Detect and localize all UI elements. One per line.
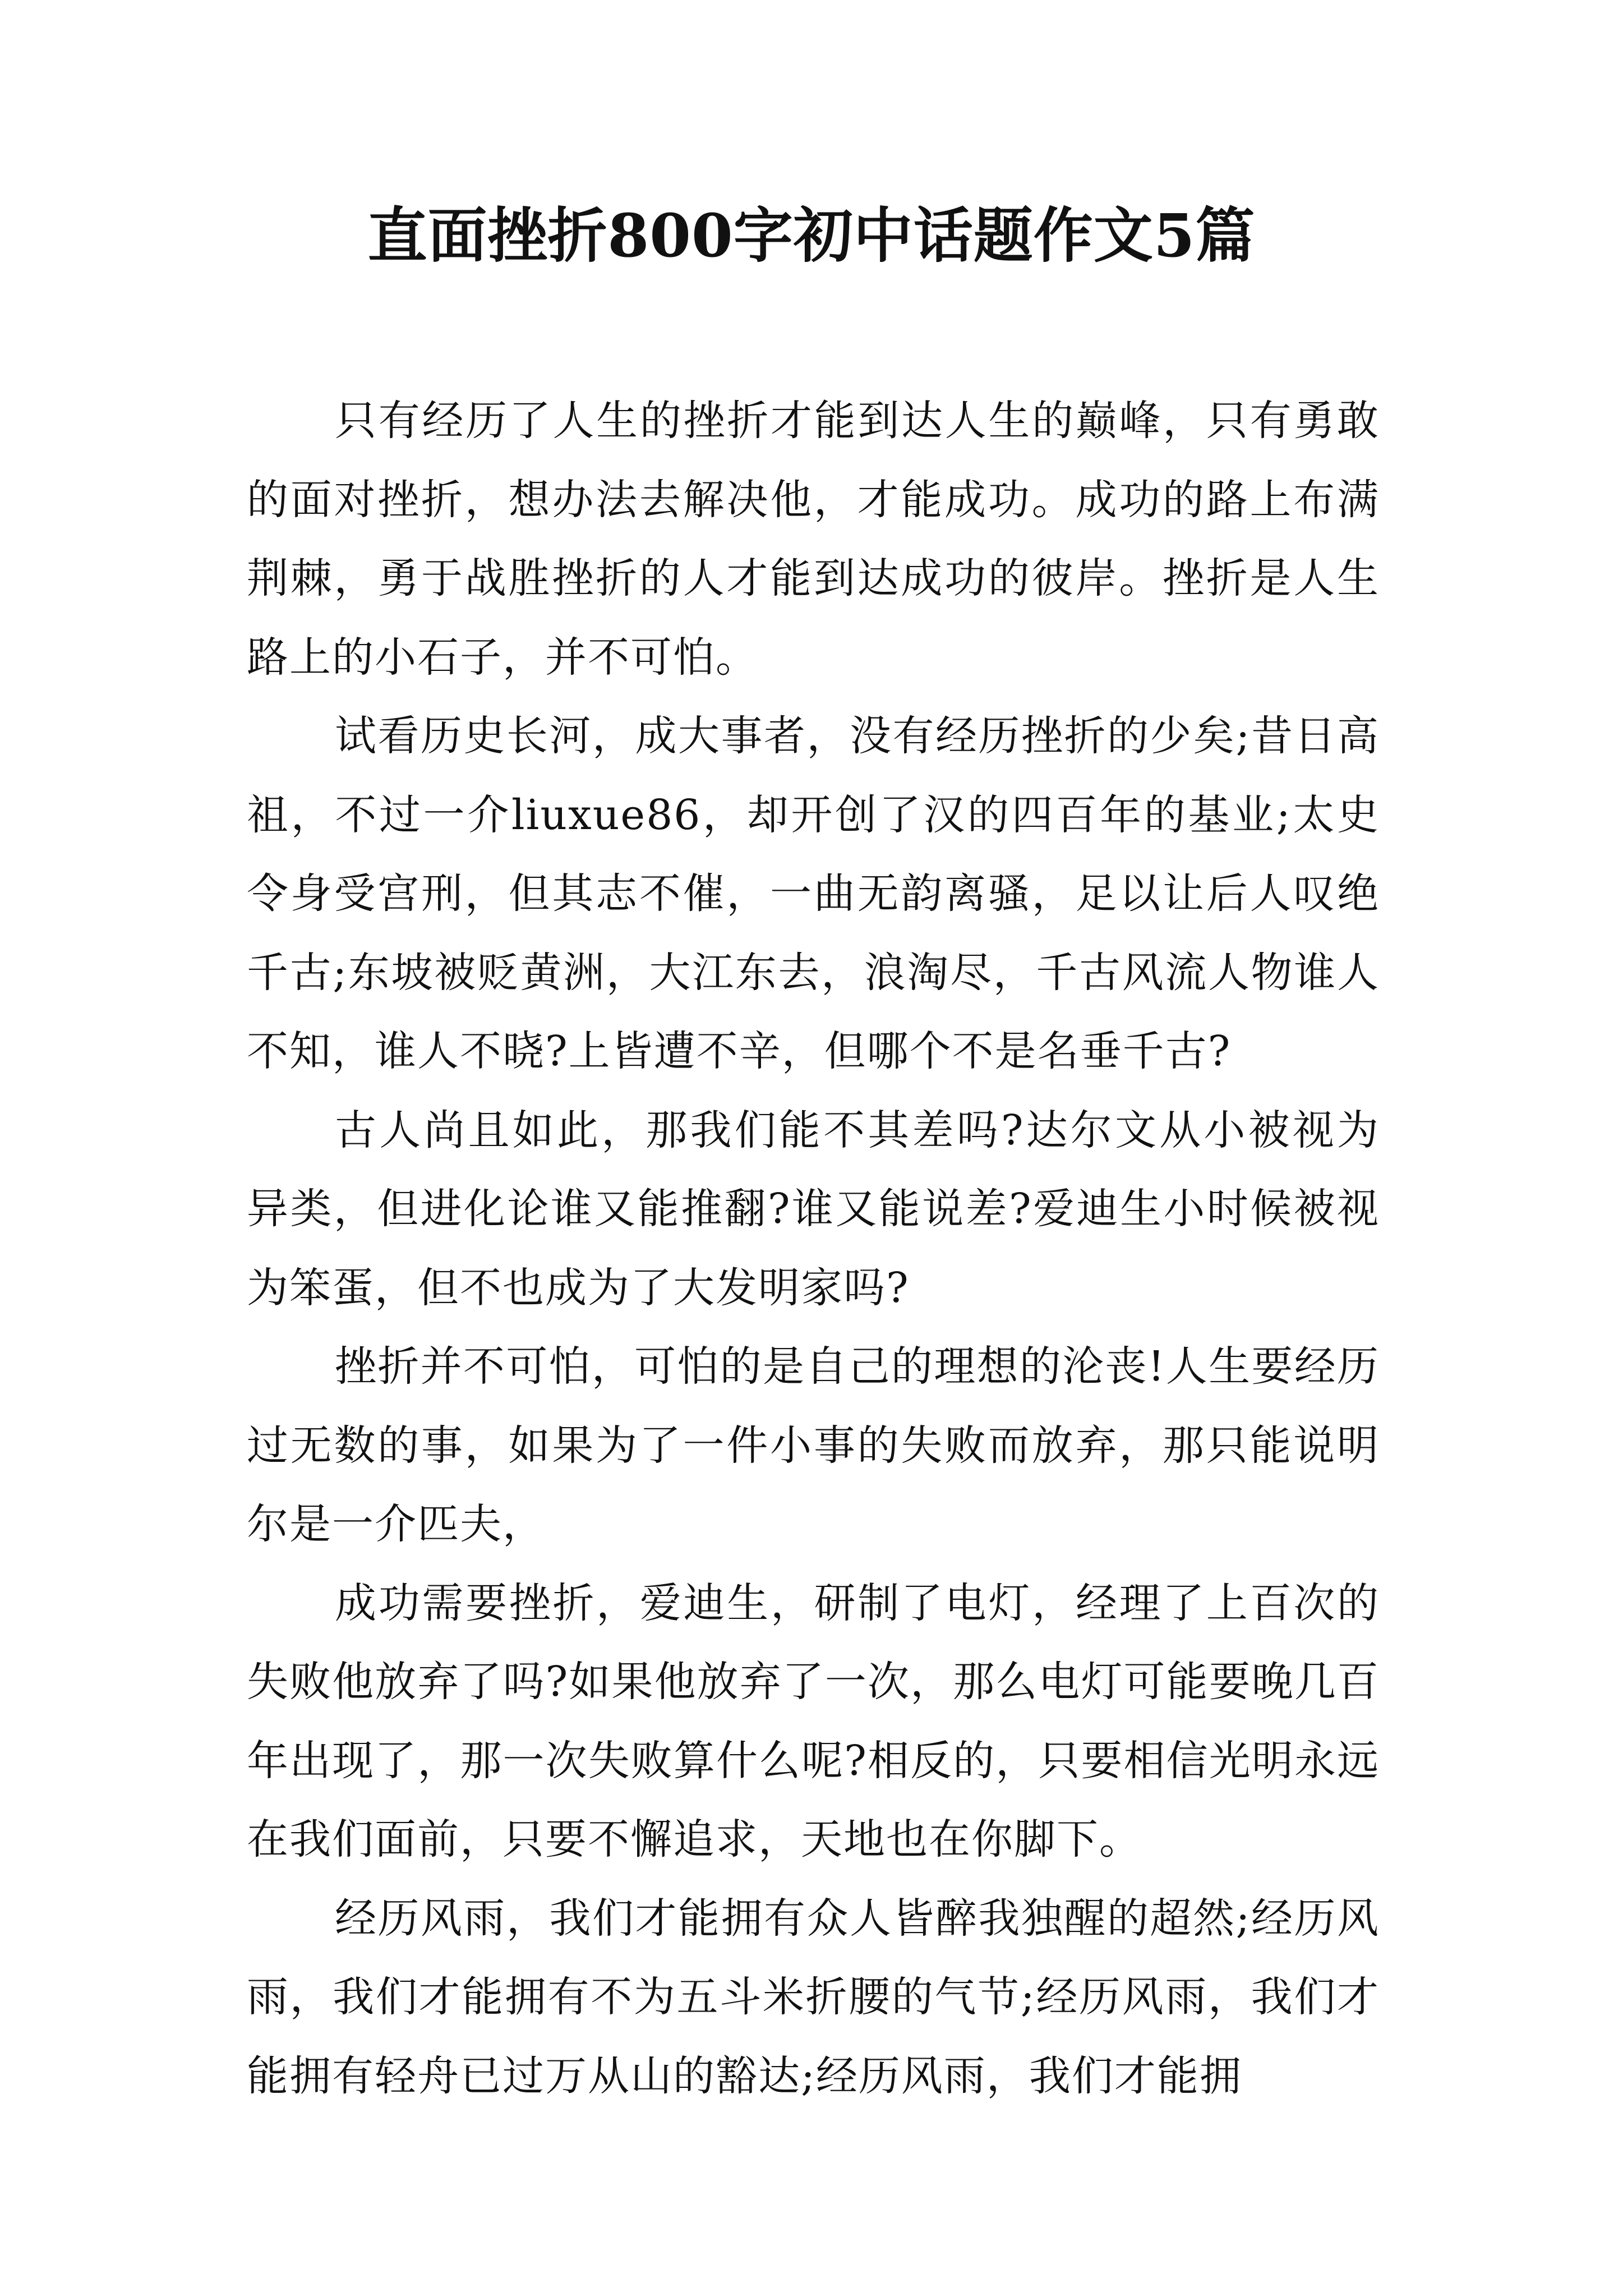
- paragraph-2: 试看历史长河，成大事者，没有经历挫折的少矣;昔日高祖，不过一介liuxue86，却开创了汉的四百年的基业;太史令身受宫刑，但其志不催，一曲无韵离骚，足以让后人叹绝千古;东坡被贬黄洲，大江东去，浪淘尽，千古风流人物谁人不知，谁人不晓?上皆遭不辛，但哪个不是名垂千古?: [247, 712, 1380, 1075]
- paragraph-5: 成功需要挫折，爱迪生，研制了电灯，经理了上百次的失败他放弃了吗?如果他放弃了一次，那么电灯可能要晚几百年出现了，那一次失败算什么呢?相反的，只要相信光明永远在我们面前，只要不懈追求，天地也在你脚下。: [247, 1579, 1380, 1864]
- paragraph-1: 只有经历了人生的挫折才能到达人生的巅峰，只有勇敢的面对挫折，想办法去解决他，才能成功。成功的路上布满荆棘，勇于战胜挫折的人才能到达成功的彼岸。挫折是人生路上的小石子，并不可怕。: [247, 397, 1380, 682]
- paragraph-4: 挫折并不可怕，可怕的是自己的理想的沦丧!人生要经历过无数的事，如果为了一件小事的失败而放弃，那只能说明尔是一介匹夫，: [247, 1342, 1380, 1548]
- paragraph-6: 经历风雨，我们才能拥有众人皆醉我独醒的超然;经历风雨，我们才能拥有不为五斗米折腰的气节;经历风雨，我们才能拥有轻舟已过万从山的豁达;经历风雨，我们才能拥: [247, 1894, 1380, 2100]
- paragraph-3: 古人尚且如此，那我们能不其差吗?达尔文从小被视为异类，但进化论谁又能推翻?谁又能说差?爱迪生小时候被视为笨蛋，但不也成为了大发明家吗?: [247, 1106, 1380, 1312]
- document-body: [247, 381, 1380, 2115]
- document-title: 直面挫折800字初中话题作文5篇: [367, 200, 1256, 270]
